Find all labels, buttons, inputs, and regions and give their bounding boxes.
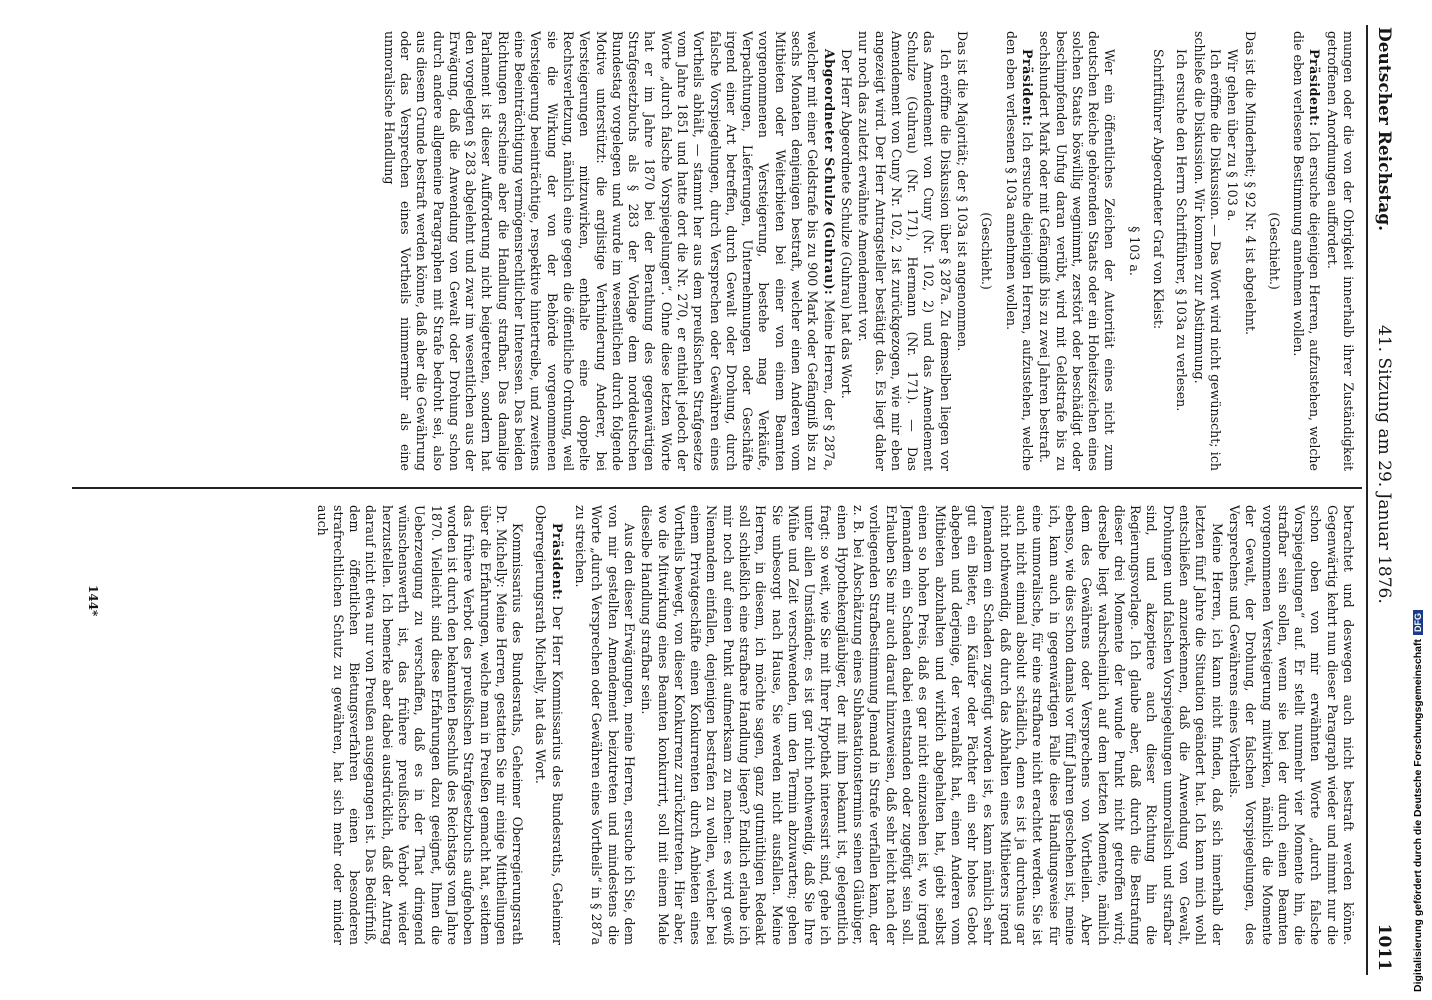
- body-paragraph: Ich eröffne die Diskussion. — Das Wort wird nicht gewünscht; ich schließe die Diskussion. Wir kommen zur Abstimmung.: [1191, 31, 1223, 471]
- speaker-name: Abgeordneter Schulze (Guhrau):: [821, 49, 837, 296]
- column-divider: [72, 487, 1362, 489]
- speaker-name: Präsident:: [1019, 49, 1035, 127]
- body-paragraph: mungen oder die von der Obrigkeit innerhalb ihrer Zuständigkeit getroffenen Anordnungen auffordert.: [1324, 31, 1356, 471]
- stage-direction: (Geschieht.): [979, 212, 995, 290]
- body-paragraph: Ich ersuche den Herrn Schriftführer, § 103a zu verlesen.: [1174, 49, 1190, 412]
- stage-direction: § 103 a.: [1126, 226, 1142, 276]
- body-paragraph: Ich eröffne die Diskussion über § 287a. Zu demselben liegen vor das Amendement von Cuny (Nr. 102, 2) und das Amendement Schulze (Guhrau) (Nr. 171), Hermann (Nr. 171). — Das Amendement von Cuny Nr. 102, 2 ist zurückgezogen, wie mir eben angezeigt wird. Der Herr Antragsteller bestätigt das. Es liegt daher nur noch das zuletzt erwähnte Amendement vor.: [856, 31, 953, 471]
- speech-text: Ich ersuche diejenigen Herren, aufzustehen, welche die eben verlesene Bestimmung annehmen wollen.: [1291, 31, 1323, 471]
- body-paragraph: Meine Herren, ich kann nicht finden, daß sich innerhalb der letzten fünf Jahre die Situation geändert hat. Ich kann mich wohl entschließen anzuerkennen, daß die Anwendung von Gewalt, Drohungen und falschen Vorspiegelungen unmoralisch und strafbar sind, und akzeptiere auch dieser Richtung hin die Regierungsvorlage. Ich glaube aber, daß durch die Bestrafung dieser drei Momente der wunde Punkt nicht getroffen wird; derselbe liegt wahrscheinlich auf dem letzten Momente, nämlich dem des Gewährens oder Versprechens von Vortheilen. Aber ebenso, wie dies schon damals vor fünf Jahren geschehen ist, meine ich, kann auch in gegenwärtigen Falle diese Handlungsweise für eine unmoralische, für eine strafbare nicht erachtet werden. Sie ist auch nicht einmal absolut schädlich, denn es ist ja durchaus gar nicht nothwendig, daß durch das Abhalten eines Mitbieters irgend Jemandem ein Schaden zugefügt worden ist, es kann nämlich sehr gut ein Bieter, ein Käufer oder Pächter ein sehr hohes Gebot abgeben und derjenige, der veranlaßt hat, einen Anderen vom Mitbieten abzuhalten und wirklich abgehalten hat, giebt selbst einen so hohen Preis, daß es gar nicht einzusehen ist, wo irgend Jemandem ein Schaden dabei entstanden oder zugefügt sein soll. Erlauben Sie mir auch darauf hinzuweisen, daß sehr leicht nach der vorliegenden Strafbestimmung Jemand in Strafe verfallen kann, der z. B. bei Abschätzung eines Subhastationstermins seinen Gläubiger, einen Hypothekengläubiger, der mit ihm bekannt ist, gelegentlich fragt: so weit, wie Sie mit Ihrer Hypothek interessirt sind, gehe ich unter allen Umständen; es ist gar nicht nothwendig, daß Sie Ihre Mühe und Zeit verschwenden, um den Termin abzuwarten; gehen Sie unbesorgt nach Hause, Sie werden nicht ausfallen. Meine Herren, in diesem, ich möchte sagen, ganz gutmüthigen Redeakt soll schließlich eine strafbare Handlung liegen? Endlich erlaube ich mir noch auf einen Punkt aufmerksam zu machen: es wird gewiß Niemandem einfallen, denjenigen bestrafen zu wollen, welcher bei einem Privatgeschäfte einen Konkurrenten durch Anbieten eines Vortheils bewegt, von dieser Konkurrenz zurückzutreten. Hier aber, wo die Mitwirkung eines Beamten konkurrirt, soll mit einem Male dieselbe Handlung strafbar sein.: [639, 505, 1225, 945]
- stage-direction: (Geschieht.): [1266, 212, 1282, 290]
- signature-mark: 144*: [86, 585, 100, 617]
- speaker-paragraph: [1002, 31, 1035, 471]
- body-paragraph: Wer ein öffentliches Zeichen der Autorität eines nicht zum deutschen Reiche gehörenden Staats oder ein Hoheitszeichen eines solchen Staats böswillig wegnimmt, zerstört oder beschädigt oder beschimpfenden Unfug daran verübt, wird mit Geldstrafe bis zu sechshundert Mark oder mit Gefängniß bis zu zwei Jahren bestraft.: [1037, 31, 1118, 471]
- body-paragraph: Das ist die Majorität; der § 103a ist angenommen.: [955, 31, 971, 352]
- dfg-credit: [1412, 610, 1424, 992]
- body-paragraph: Wir gehen über zu § 103 a.: [1225, 49, 1241, 222]
- speaker-paragraph: [1290, 31, 1323, 471]
- speaker-name: Präsident:: [549, 523, 565, 601]
- speech-text: Ich ersuche diejenigen Herren, aufzustehen, welche den eben verlesenen § 103a annehmen wollen.: [1003, 31, 1035, 471]
- left-column: [76, 31, 1356, 471]
- body-paragraph: Kommissarius des Bundesraths, Geheimer Oberregierungsrath Dr. Michelly: Meine Herren, gestatten Sie mir einige Mittheilungen über die Erfahrungen, welche man in Preußen gemacht hat, seitdem das frühere Verbot des preußischen Strafgesetzbuchs aufgehoben worden ist durch den bekannten Beschluß des Reichstags vom Jahre 1870. Vielleicht sind diese Erfahrungen dazu geeignet, Ihnen die Ueberzeugung zu verschaffen, daß es in der That dringend wünschenswerth ist, das frühere preußische Verbot wieder herzustellen. Ich bemerke aber dabei ausdrücklich, daß der Antrag darauf nicht etwa nur von Preußen ausgegangen ist. Das Bedürfniß, dem öffentlichen Bietungsverfahren einen besonderen strafrechtlichen Schutz zu gewähren, hat sich mehr oder minder auch: [314, 505, 526, 945]
- body-paragraph: Aus den dieser Erwägungen, meine Herren, ersuche ich Sie, dem von mir gestellten Amendement beizutreten und mindestens die Worte „durch Versprechen oder Gewähren eines Vortheils“ in § 287a zu streichen.: [573, 505, 637, 945]
- rotated-page: [68, 25, 1398, 975]
- body-paragraph: betrachtet und deswegen auch nicht bestraft werden könne. Gegenwärtig kehrt nun dieser Paragraph wieder und nimmt nur die schon oben von mir erwähnten Worte „durch falsche Vorspiegelungen“ auf. Er stellt nunmehr vier Momente hin, die strafbar sein sollen, wenn sie bei der durch einen Beamten vorgenommenen Versteigerung mitwirken, nämlich die Momente der Gewalt, der Drohung, der falschen Vorspiegelungen, des Versprechens und Gewährens eines Vortheils.: [1226, 505, 1356, 945]
- session-title: 41. Sitzung am 29. Januar 1876.: [1374, 325, 1394, 604]
- body-paragraph: Das ist die Minderheit; § 92 Nr. 4 ist abgelehnt.: [1242, 31, 1258, 336]
- page-number: 1011: [1374, 923, 1394, 971]
- body-paragraph: Der Herr Abgeordnete Schulze (Guhrau) hat das Wort.: [838, 49, 854, 399]
- speaker-name: Präsident:: [1307, 49, 1323, 127]
- dfg-logo-badge: DFG: [1413, 610, 1423, 635]
- dfg-credit-text: Digitalisierung gefördert durch die Deutsche Forschungsgemeinschaft: [1412, 639, 1424, 992]
- right-column: [76, 505, 1356, 945]
- speaker-paragraph: [532, 505, 565, 945]
- body-paragraph: Schriftführer Abgeordneter Graf von Kleist:: [1151, 49, 1167, 330]
- speaker-paragraph: [380, 31, 836, 471]
- publication-title: Deutscher Reichstag.: [1374, 27, 1394, 232]
- speech-text: Der Herr Kommissarius des Bundesraths, Geheimer Oberregierungsrath Michelly, hat das Wort.: [533, 505, 565, 945]
- speech-text: Meine Herren, der § 287a, welcher mit einer Geldstrafe bis zu 900 Mark oder Gefängniß bis zu sechs Monaten denjenigen bestraft, welcher einen Anderen vom Mitbieten oder Weiterbieten bei einer von einem Beamten vorgenommenen Versteigerung, bestehe mag Verkäufe, Verpachtungen, Lieferungen, Unternehmungen oder Geschäfte irgend einer Art betreffen, durch Gewalt oder Drohung, durch falsche Vorspiegelungen, durch Versprechen oder Gewähren eines Vortheils abhält, — stammt her aus dem preußischen Strafgesetze vom Jahre 1851 und hatte dort die Nr. 270, er enthielt jedoch der Worte „durch falsche Vorspiegelungen“. Ohne diese letzten Worte hat er im Jahre 1870 bei der Berathung des gegenwärtigen Strafgesetzbuchs als § 283 der Vorlage dem norddeutschen Bundestag vorgelegen und wurde im wesentlichen durch folgende Motive unterstützt: die arglistige Verhinderung Anderer, bei Versteigerungen mitzuwirken, enthalte eine doppelte Rechtsverletzung, nämlich eine gegen die öffentliche Ordnung, weil sie die Wirkung der von der Behörde vorgenommenen Versteigerung beeinträchtige, respektive hintertreibe, und zweitens eine Beeinträchtigung vermögensrechtlicher Interessen. Das beiden Richtungen erscheine aber die Handlung strafbar. Das damalige Parlament ist dieser Aufforderung nicht beigetreten, sondern hat den vorgelegten § 283 abgelehnt und zwar im wesentlichen aus der Erwägung, daß die Anwendung von Gewalt oder Drohung schon durch andere allgemeine Paragraphen mit Strafe bedroht sei, also aus diesem Grunde bestraft werden könne, daß aber die Gewährung oder das Versprechen eines Vortheils nimmermehr als eine unmoralische Handlung: [381, 31, 837, 471]
- page-header: [1366, 25, 1398, 975]
- header-rule: [1366, 25, 1368, 975]
